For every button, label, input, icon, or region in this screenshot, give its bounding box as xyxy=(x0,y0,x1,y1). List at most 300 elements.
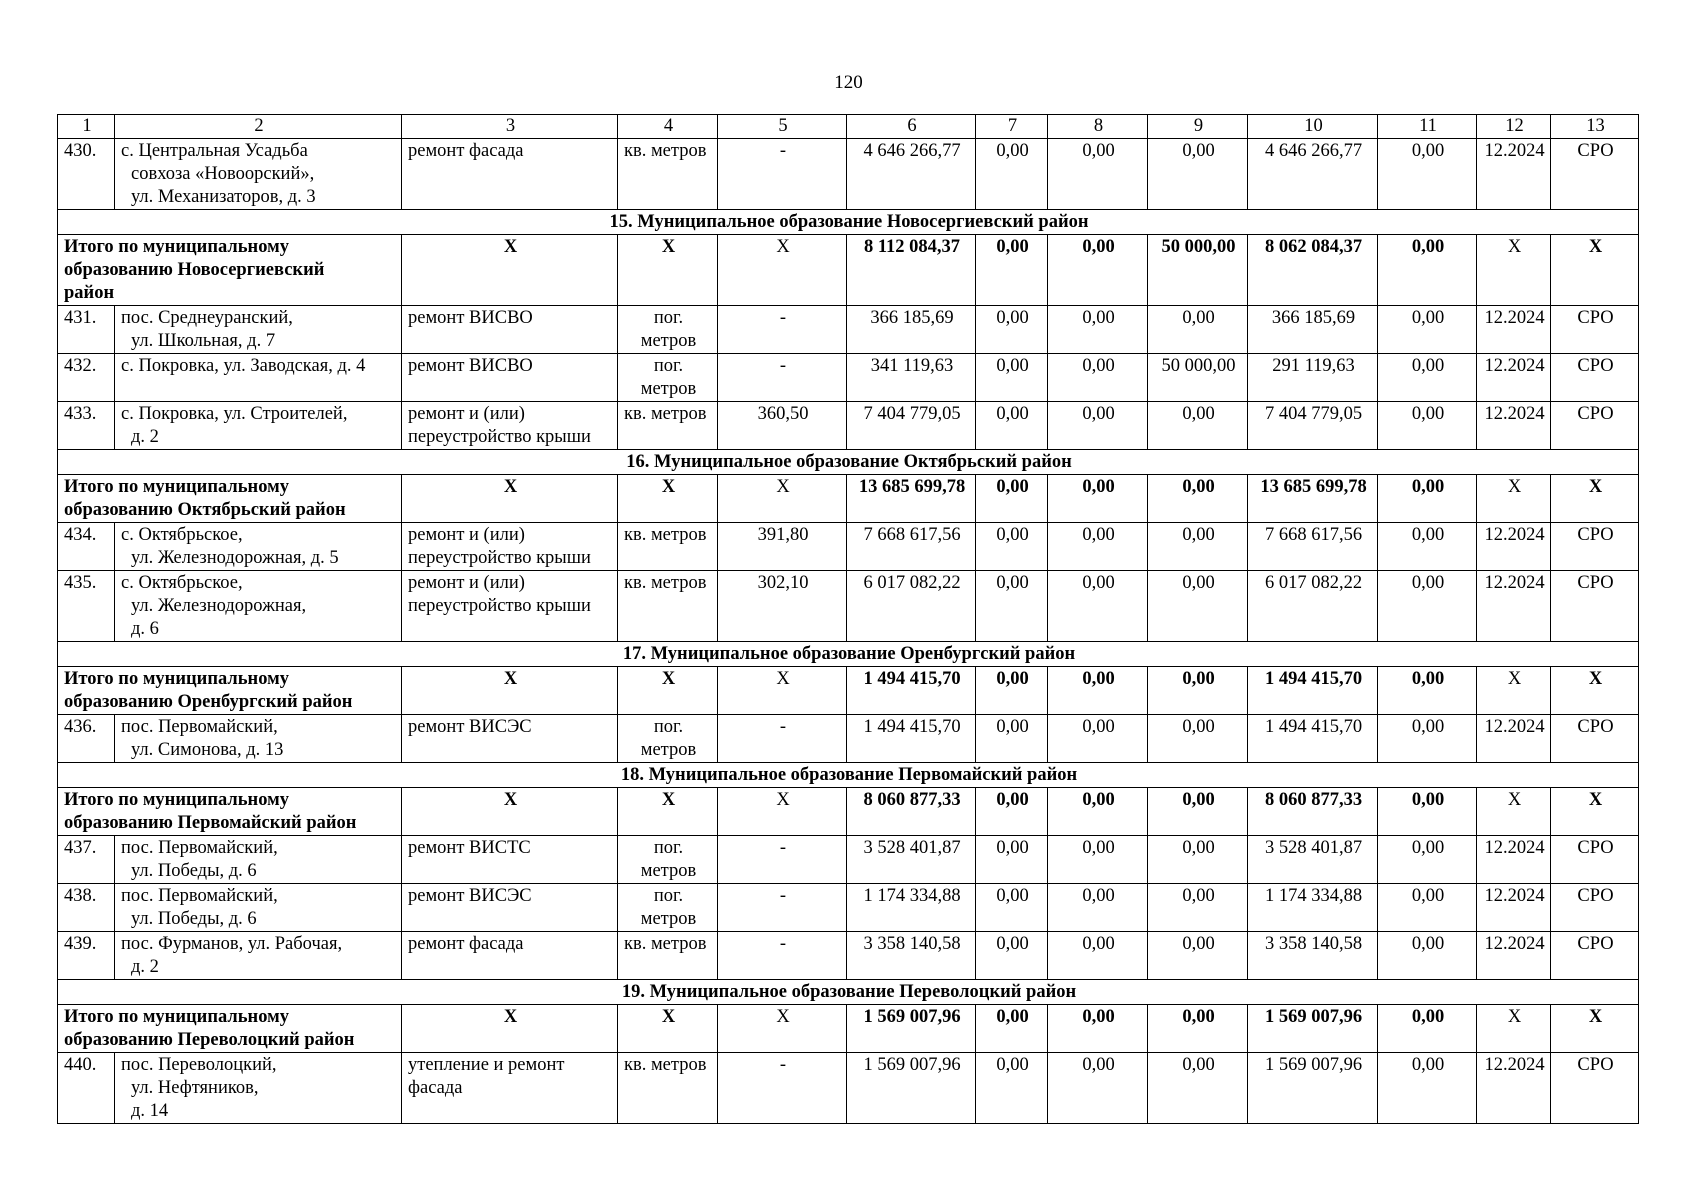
work-type-line: фасада xyxy=(408,1078,463,1098)
work-type xyxy=(402,932,618,980)
total-federal-funds: 0,00 xyxy=(976,667,1048,715)
other-funds: 0,00 xyxy=(1378,715,1477,763)
total-deadline: Х xyxy=(1477,235,1551,306)
federal-funds: 0,00 xyxy=(976,1053,1048,1124)
work-type xyxy=(402,306,618,354)
repair-method: СРО xyxy=(1551,523,1639,571)
total-deadline: Х xyxy=(1477,788,1551,836)
total-other-funds: 0,00 xyxy=(1378,788,1477,836)
owner-funds: 291 119,63 xyxy=(1248,354,1378,402)
other-funds: 0,00 xyxy=(1378,1053,1477,1124)
table-row xyxy=(58,715,1639,763)
address-line: с. Октябрьское, xyxy=(121,573,243,593)
work-type xyxy=(402,836,618,884)
section-header-row xyxy=(58,980,1639,1005)
row-number: 432. xyxy=(58,354,115,402)
total-owner-funds: 8 062 084,37 xyxy=(1248,235,1378,306)
owner-funds: 4 646 266,77 xyxy=(1248,139,1378,210)
work-type-line: ремонт фасада xyxy=(408,141,524,161)
table-row xyxy=(58,571,1639,642)
work-type-line: ремонт ВИСЭС xyxy=(408,717,532,737)
other-funds: 0,00 xyxy=(1378,354,1477,402)
address-line: ул. Нефтяников, xyxy=(131,1078,259,1098)
regional-funds: 0,00 xyxy=(1048,715,1148,763)
volume: 360,50 xyxy=(718,402,847,450)
regional-funds: 0,00 xyxy=(1048,402,1148,450)
local-funds: 0,00 xyxy=(1148,402,1248,450)
subtotal-label xyxy=(58,235,402,306)
owner-funds: 6 017 082,22 xyxy=(1248,571,1378,642)
address-line: ул. Школьная, д. 7 xyxy=(131,331,276,351)
row-number: 439. xyxy=(58,932,115,980)
volume: - xyxy=(718,932,847,980)
address-line: с. Центральная Усадьба xyxy=(121,141,308,161)
other-funds: 0,00 xyxy=(1378,836,1477,884)
unit-line: кв. метров xyxy=(624,573,707,593)
unit-line: кв. метров xyxy=(624,525,707,545)
total-method: Х xyxy=(1551,788,1639,836)
address xyxy=(115,884,402,932)
section-title: 18. Муниципальное образование Первомайский район xyxy=(58,763,1639,788)
section-header-row xyxy=(58,210,1639,235)
work-type xyxy=(402,884,618,932)
unit-line: метров xyxy=(640,331,697,351)
total-owner-funds: 13 685 699,78 xyxy=(1248,475,1378,523)
address-line: ул. Железнодорожная, д. 5 xyxy=(131,548,339,568)
table-row xyxy=(58,402,1639,450)
repair-method: СРО xyxy=(1551,402,1639,450)
table-row xyxy=(58,306,1639,354)
unit xyxy=(618,523,718,571)
local-funds: 0,00 xyxy=(1148,571,1248,642)
volume: 302,10 xyxy=(718,571,847,642)
subtotal-label-line: образованию Переволоцкий район xyxy=(64,1030,355,1050)
unit xyxy=(618,571,718,642)
subtotal-label-line: Итого по муниципальному xyxy=(64,237,289,257)
other-funds: 0,00 xyxy=(1378,139,1477,210)
owner-funds: 1 174 334,88 xyxy=(1248,884,1378,932)
volume: - xyxy=(718,139,847,210)
total-cost: 7 404 779,05 xyxy=(847,402,976,450)
column-header: 8 xyxy=(1048,115,1148,139)
column-header-row xyxy=(58,115,1639,139)
row-number: 430. xyxy=(58,139,115,210)
row-number: 433. xyxy=(58,402,115,450)
local-funds: 0,00 xyxy=(1148,523,1248,571)
total-work-type: Х xyxy=(402,1005,618,1053)
total-cost: 4 646 266,77 xyxy=(847,139,976,210)
regional-funds: 0,00 xyxy=(1048,354,1148,402)
address-line: ул. Механизаторов, д. 3 xyxy=(131,187,316,207)
address xyxy=(115,1053,402,1124)
unit xyxy=(618,139,718,210)
subtotal-label-line: Итого по муниципальному xyxy=(64,790,289,810)
total-other-funds: 0,00 xyxy=(1378,667,1477,715)
volume: - xyxy=(718,306,847,354)
total-owner-funds: 1 569 007,96 xyxy=(1248,1005,1378,1053)
address xyxy=(115,836,402,884)
section-title: 16. Муниципальное образование Октябрьский район xyxy=(58,450,1639,475)
total-volume: Х xyxy=(718,235,847,306)
volume: - xyxy=(718,884,847,932)
repair-method: СРО xyxy=(1551,306,1639,354)
table-row xyxy=(58,836,1639,884)
owner-funds: 1 494 415,70 xyxy=(1248,715,1378,763)
deadline: 12.2024 xyxy=(1477,139,1551,210)
volume: - xyxy=(718,836,847,884)
repair-method: СРО xyxy=(1551,354,1639,402)
total-work-type: Х xyxy=(402,788,618,836)
section-title: 19. Муниципальное образование Переволоцкий район xyxy=(58,980,1639,1005)
section-title: 17. Муниципальное образование Оренбургский район xyxy=(58,642,1639,667)
work-type xyxy=(402,523,618,571)
total-owner-funds: 1 494 415,70 xyxy=(1248,667,1378,715)
total-cost: 1 569 007,96 xyxy=(847,1005,976,1053)
subtotal-row xyxy=(58,1005,1639,1053)
regional-funds: 0,00 xyxy=(1048,306,1148,354)
unit-line: пог. xyxy=(653,886,684,906)
local-funds: 0,00 xyxy=(1148,884,1248,932)
unit-line: пог. xyxy=(653,308,684,328)
local-funds: 0,00 xyxy=(1148,139,1248,210)
subtotal-label xyxy=(58,1005,402,1053)
owner-funds: 366 185,69 xyxy=(1248,306,1378,354)
address xyxy=(115,571,402,642)
total-cost: 366 185,69 xyxy=(847,306,976,354)
address-line: пос. Переволоцкий, xyxy=(121,1055,277,1075)
unit-line: пог. xyxy=(653,838,684,858)
subtotal-label-line: Итого по муниципальному xyxy=(64,477,289,497)
total-cost: 8 060 877,33 xyxy=(847,788,976,836)
volume: - xyxy=(718,354,847,402)
work-type-line: ремонт ВИСВО xyxy=(408,356,533,376)
federal-funds: 0,00 xyxy=(976,836,1048,884)
deadline: 12.2024 xyxy=(1477,715,1551,763)
row-number: 440. xyxy=(58,1053,115,1124)
repair-method: СРО xyxy=(1551,884,1639,932)
column-header: 11 xyxy=(1378,115,1477,139)
total-regional-funds: 0,00 xyxy=(1048,667,1148,715)
column-header: 7 xyxy=(976,115,1048,139)
other-funds: 0,00 xyxy=(1378,402,1477,450)
local-funds: 50 000,00 xyxy=(1148,354,1248,402)
owner-funds: 7 668 617,56 xyxy=(1248,523,1378,571)
section-title: 15. Муниципальное образование Новосергиевский район xyxy=(58,210,1639,235)
subtotal-row xyxy=(58,475,1639,523)
total-local-funds: 50 000,00 xyxy=(1148,235,1248,306)
column-header: 6 xyxy=(847,115,976,139)
regional-funds: 0,00 xyxy=(1048,571,1148,642)
total-deadline: Х xyxy=(1477,667,1551,715)
subtotal-label-line: образованию Октябрьский район xyxy=(64,500,346,520)
federal-funds: 0,00 xyxy=(976,523,1048,571)
address-line: пос. Фурманов, ул. Рабочая, xyxy=(121,934,343,954)
table-row xyxy=(58,139,1639,210)
deadline: 12.2024 xyxy=(1477,1053,1551,1124)
deadline: 12.2024 xyxy=(1477,402,1551,450)
repair-method: СРО xyxy=(1551,836,1639,884)
unit-line: метров xyxy=(640,379,697,399)
work-type-line: ремонт ВИСВО xyxy=(408,308,533,328)
unit-line: пог. xyxy=(653,717,684,737)
address xyxy=(115,306,402,354)
subtotal-row xyxy=(58,667,1639,715)
page-number: 120 xyxy=(834,72,863,93)
total-unit: Х xyxy=(618,788,718,836)
deadline: 12.2024 xyxy=(1477,884,1551,932)
total-regional-funds: 0,00 xyxy=(1048,475,1148,523)
work-type-line: ремонт ВИСТС xyxy=(408,838,531,858)
federal-funds: 0,00 xyxy=(976,354,1048,402)
regional-funds: 0,00 xyxy=(1048,139,1148,210)
row-number: 437. xyxy=(58,836,115,884)
address-line: пос. Первомайский, xyxy=(121,886,278,906)
subtotal-label-line: Итого по муниципальному xyxy=(64,1007,289,1027)
table-row xyxy=(58,884,1639,932)
total-cost: 1 569 007,96 xyxy=(847,1053,976,1124)
subtotal-label-line: Итого по муниципальному xyxy=(64,669,289,689)
address xyxy=(115,715,402,763)
total-regional-funds: 0,00 xyxy=(1048,235,1148,306)
address xyxy=(115,402,402,450)
subtotal-label-line: образованию Первомайский район xyxy=(64,813,357,833)
total-federal-funds: 0,00 xyxy=(976,475,1048,523)
column-header: 3 xyxy=(402,115,618,139)
total-work-type: Х xyxy=(402,475,618,523)
column-header: 12 xyxy=(1477,115,1551,139)
subtotal-label xyxy=(58,788,402,836)
regional-funds: 0,00 xyxy=(1048,884,1148,932)
unit-line: пог. xyxy=(653,356,684,376)
address xyxy=(115,932,402,980)
total-method: Х xyxy=(1551,475,1639,523)
column-header: 1 xyxy=(58,115,115,139)
federal-funds: 0,00 xyxy=(976,139,1048,210)
deadline: 12.2024 xyxy=(1477,354,1551,402)
total-method: Х xyxy=(1551,667,1639,715)
total-cost: 8 112 084,37 xyxy=(847,235,976,306)
subtotal-label-line: район xyxy=(64,283,115,303)
address xyxy=(115,139,402,210)
total-cost: 1 494 415,70 xyxy=(847,715,976,763)
repair-method: СРО xyxy=(1551,571,1639,642)
repair-plan-table xyxy=(57,114,1639,1124)
total-federal-funds: 0,00 xyxy=(976,1005,1048,1053)
total-cost: 3 358 140,58 xyxy=(847,932,976,980)
total-federal-funds: 0,00 xyxy=(976,235,1048,306)
total-local-funds: 0,00 xyxy=(1148,1005,1248,1053)
address-line: ул. Победы, д. 6 xyxy=(131,861,257,881)
work-type-line: переустройство крыши xyxy=(408,548,591,568)
subtotal-label xyxy=(58,475,402,523)
total-other-funds: 0,00 xyxy=(1378,235,1477,306)
section-header-row xyxy=(58,642,1639,667)
unit xyxy=(618,884,718,932)
address-line: д. 2 xyxy=(131,427,159,447)
table-row xyxy=(58,932,1639,980)
total-work-type: Х xyxy=(402,235,618,306)
volume: - xyxy=(718,715,847,763)
local-funds: 0,00 xyxy=(1148,1053,1248,1124)
total-volume: Х xyxy=(718,788,847,836)
table-row xyxy=(58,354,1639,402)
unit-line: метров xyxy=(640,909,697,929)
unit xyxy=(618,1053,718,1124)
total-cost: 13 685 699,78 xyxy=(847,475,976,523)
total-regional-funds: 0,00 xyxy=(1048,1005,1148,1053)
regional-funds: 0,00 xyxy=(1048,1053,1148,1124)
work-type-line: ремонт и (или) xyxy=(408,525,525,545)
owner-funds: 3 528 401,87 xyxy=(1248,836,1378,884)
total-other-funds: 0,00 xyxy=(1378,475,1477,523)
address-line: ул. Симонова, д. 13 xyxy=(131,740,284,760)
address-line: пос. Среднеуранский, xyxy=(121,308,293,328)
unit xyxy=(618,836,718,884)
total-unit: Х xyxy=(618,235,718,306)
deadline: 12.2024 xyxy=(1477,932,1551,980)
subtotal-label-line: образованию Оренбургский район xyxy=(64,692,353,712)
column-header: 2 xyxy=(115,115,402,139)
work-type xyxy=(402,139,618,210)
owner-funds: 7 404 779,05 xyxy=(1248,402,1378,450)
regional-funds: 0,00 xyxy=(1048,523,1148,571)
work-type xyxy=(402,571,618,642)
total-deadline: Х xyxy=(1477,475,1551,523)
other-funds: 0,00 xyxy=(1378,571,1477,642)
address-line: с. Октябрьское, xyxy=(121,525,243,545)
unit-line: кв. метров xyxy=(624,934,707,954)
local-funds: 0,00 xyxy=(1148,715,1248,763)
total-cost: 3 528 401,87 xyxy=(847,836,976,884)
other-funds: 0,00 xyxy=(1378,523,1477,571)
work-type-line: утепление и ремонт xyxy=(408,1055,565,1075)
row-number: 435. xyxy=(58,571,115,642)
row-number: 438. xyxy=(58,884,115,932)
federal-funds: 0,00 xyxy=(976,932,1048,980)
owner-funds: 1 569 007,96 xyxy=(1248,1053,1378,1124)
other-funds: 0,00 xyxy=(1378,884,1477,932)
total-volume: Х xyxy=(718,1005,847,1053)
column-header: 10 xyxy=(1248,115,1378,139)
total-cost: 341 119,63 xyxy=(847,354,976,402)
unit xyxy=(618,932,718,980)
total-unit: Х xyxy=(618,1005,718,1053)
total-owner-funds: 8 060 877,33 xyxy=(1248,788,1378,836)
row-number: 436. xyxy=(58,715,115,763)
address-line: д. 6 xyxy=(131,619,159,639)
deadline: 12.2024 xyxy=(1477,306,1551,354)
subtotal-label xyxy=(58,667,402,715)
total-unit: Х xyxy=(618,475,718,523)
federal-funds: 0,00 xyxy=(976,402,1048,450)
address xyxy=(115,523,402,571)
total-cost: 6 017 082,22 xyxy=(847,571,976,642)
work-type-line: ремонт и (или) xyxy=(408,573,525,593)
repair-method: СРО xyxy=(1551,139,1639,210)
unit xyxy=(618,715,718,763)
total-local-funds: 0,00 xyxy=(1148,475,1248,523)
work-type-line: переустройство крыши xyxy=(408,427,591,447)
federal-funds: 0,00 xyxy=(976,306,1048,354)
unit-line: кв. метров xyxy=(624,404,707,424)
column-header: 13 xyxy=(1551,115,1639,139)
address-line: пос. Первомайский, xyxy=(121,717,278,737)
total-cost: 1 494 415,70 xyxy=(847,667,976,715)
address-line: совхоза «Новоорский», xyxy=(131,164,315,184)
section-header-row xyxy=(58,763,1639,788)
unit-line: кв. метров xyxy=(624,1055,707,1075)
total-method: Х xyxy=(1551,235,1639,306)
total-deadline: Х xyxy=(1477,1005,1551,1053)
row-number: 434. xyxy=(58,523,115,571)
deadline: 12.2024 xyxy=(1477,836,1551,884)
table-row xyxy=(58,523,1639,571)
work-type-line: ремонт фасада xyxy=(408,934,524,954)
address-line: ул. Железнодорожная, xyxy=(131,596,307,616)
unit xyxy=(618,306,718,354)
unit xyxy=(618,402,718,450)
volume: 391,80 xyxy=(718,523,847,571)
work-type xyxy=(402,354,618,402)
work-type xyxy=(402,715,618,763)
owner-funds: 3 358 140,58 xyxy=(1248,932,1378,980)
total-local-funds: 0,00 xyxy=(1148,667,1248,715)
total-volume: Х xyxy=(718,475,847,523)
column-header: 9 xyxy=(1148,115,1248,139)
address-line: д. 2 xyxy=(131,957,159,977)
section-header-row xyxy=(58,450,1639,475)
row-number: 431. xyxy=(58,306,115,354)
repair-method: СРО xyxy=(1551,1053,1639,1124)
federal-funds: 0,00 xyxy=(976,571,1048,642)
work-type xyxy=(402,402,618,450)
unit-line: метров xyxy=(640,740,697,760)
volume: - xyxy=(718,1053,847,1124)
other-funds: 0,00 xyxy=(1378,932,1477,980)
total-volume: Х xyxy=(718,667,847,715)
unit-line: кв. метров xyxy=(624,141,707,161)
unit-line: метров xyxy=(640,861,697,881)
local-funds: 0,00 xyxy=(1148,932,1248,980)
total-method: Х xyxy=(1551,1005,1639,1053)
total-cost: 1 174 334,88 xyxy=(847,884,976,932)
address xyxy=(115,354,402,402)
federal-funds: 0,00 xyxy=(976,884,1048,932)
column-header: 4 xyxy=(618,115,718,139)
unit xyxy=(618,354,718,402)
address-line: пос. Первомайский, xyxy=(121,838,278,858)
total-local-funds: 0,00 xyxy=(1148,788,1248,836)
local-funds: 0,00 xyxy=(1148,836,1248,884)
address-line: д. 14 xyxy=(131,1101,169,1121)
subtotal-label-line: образованию Новосергиевский xyxy=(64,260,325,280)
address-line: ул. Победы, д. 6 xyxy=(131,909,257,929)
work-type-line: переустройство крыши xyxy=(408,596,591,616)
deadline: 12.2024 xyxy=(1477,571,1551,642)
repair-method: СРО xyxy=(1551,932,1639,980)
local-funds: 0,00 xyxy=(1148,306,1248,354)
table-row xyxy=(58,1053,1639,1124)
work-type xyxy=(402,1053,618,1124)
address-line: с. Покровка, ул. Строителей, xyxy=(121,404,348,424)
total-other-funds: 0,00 xyxy=(1378,1005,1477,1053)
total-unit: Х xyxy=(618,667,718,715)
regional-funds: 0,00 xyxy=(1048,932,1148,980)
total-cost: 7 668 617,56 xyxy=(847,523,976,571)
column-header: 5 xyxy=(718,115,847,139)
regional-funds: 0,00 xyxy=(1048,836,1148,884)
address-line: с. Покровка, ул. Заводская, д. 4 xyxy=(121,356,366,376)
